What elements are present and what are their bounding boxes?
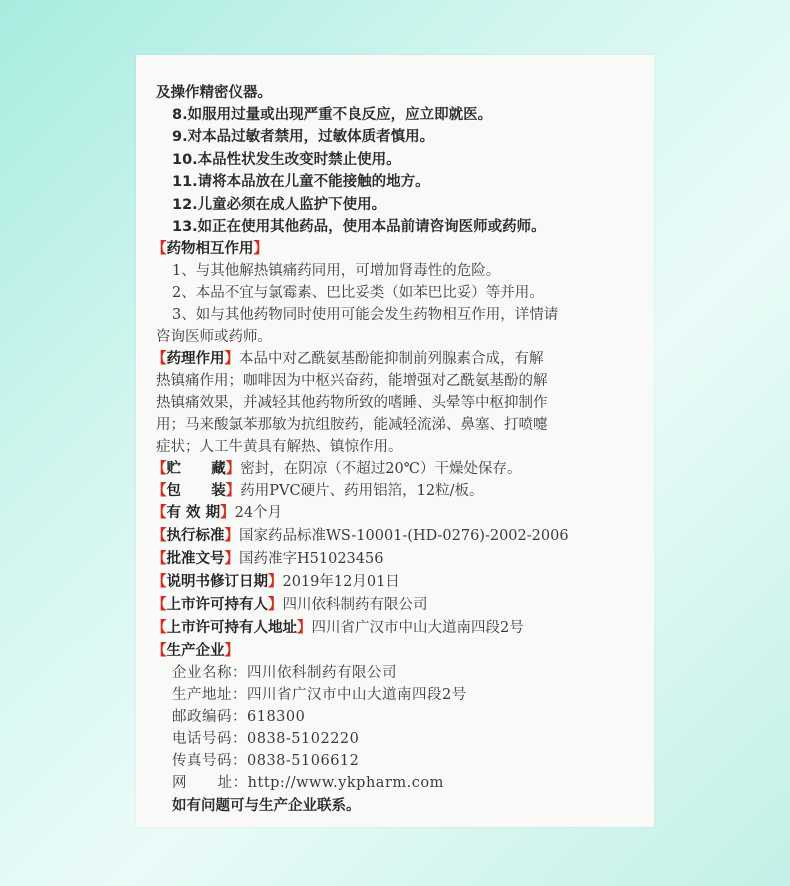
pharmacology-line: 热镇痛效果，并减轻其他药物所致的嗜睡、头晕等中枢抑制作 bbox=[156, 395, 548, 411]
approval-row: 【批准文号】国药准字H51023456 bbox=[152, 551, 384, 567]
warning-line: 11.请将本品放在儿童不能接触的地方。 bbox=[172, 174, 430, 190]
manufacturer-row: 邮政编码：618300 bbox=[172, 709, 306, 725]
standard-row: 【执行标准】国家药品标准WS-10001-(HD-0276)-2002-2006 bbox=[152, 528, 569, 544]
warning-line: 10.本品性状发生改变时禁止使用。 bbox=[172, 152, 401, 168]
manufacturer-row: 网 址：http://www.ykpharm.com bbox=[172, 775, 444, 791]
warning-line: 8.如服用过量或出现严重不良反应，应立即就医。 bbox=[172, 107, 493, 123]
pharmacology-line: 热镇痛作用；咖啡因为中枢兴奋药，能增强对乙酰氨基酚的解 bbox=[156, 373, 548, 389]
license-holder-address-row: 【上市许可持有人地址】四川省广汉市中山大道南四段2号 bbox=[152, 620, 524, 636]
package-row: 【包 装】药用PVC硬片、药用铝箔，12粒/板。 bbox=[152, 483, 484, 499]
revision-date-row: 【说明书修订日期】2019年12月01日 bbox=[152, 574, 400, 590]
warning-line: 13.如正在使用其他药品，使用本品前请咨询医师或药师。 bbox=[172, 219, 546, 235]
interaction-line: 3、如与其他药物同时使用可能会发生药物相互作用，详情请 bbox=[172, 307, 559, 323]
section-heading-interaction: 【药物相互作用】 bbox=[152, 241, 268, 257]
manufacturer-row: 电话号码：0838-5102220 bbox=[172, 731, 360, 747]
section-heading-manufacturer: 【生产企业】 bbox=[152, 643, 239, 659]
storage-row: 【贮 藏】密封，在阴凉（不超过20℃）干燥处保存。 bbox=[152, 461, 522, 477]
interaction-line: 咨询医师或药师。 bbox=[156, 329, 272, 345]
pharmacology-first-line: 【药理作用】本品中对乙酰氨基酚能抑制前列腺素合成，有解 bbox=[152, 351, 544, 367]
manufacturer-row: 传真号码：0838-5106612 bbox=[172, 753, 360, 769]
manufacturer-row: 企业名称：四川依科制药有限公司 bbox=[172, 665, 397, 681]
manufacturer-row: 生产地址：四川省广汉市中山大道南四段2号 bbox=[172, 687, 467, 703]
section-heading-pharmacology: 药理作用 bbox=[166, 351, 225, 367]
instruction-leaflet bbox=[136, 55, 654, 827]
interaction-line: 2、本品不宜与氯霉素、巴比妥类（如苯巴比妥）等并用。 bbox=[172, 285, 544, 301]
contact-note: 如有问题可与生产企业联系。 bbox=[172, 798, 361, 814]
pharmacology-line: 症状；人工牛黄具有解热、镇惊作用。 bbox=[156, 439, 403, 455]
warning-line: 及操作精密仪器。 bbox=[156, 85, 272, 101]
warning-line: 9.对本品过敏者禁用，过敏体质者慎用。 bbox=[172, 129, 435, 145]
validity-row: 【有 效 期】24个月 bbox=[152, 505, 283, 521]
warning-line: 12.儿童必须在成人监护下使用。 bbox=[172, 197, 387, 213]
interaction-line: 1、与其他解热镇痛药同用，可增加肾毒性的危险。 bbox=[172, 263, 501, 279]
pharmacology-line: 用；马来酸氯苯那敏为抗组胺药，能减轻流涕、鼻塞、打喷嚏 bbox=[156, 417, 548, 433]
license-holder-row: 【上市许可持有人】四川依科制药有限公司 bbox=[152, 597, 428, 613]
